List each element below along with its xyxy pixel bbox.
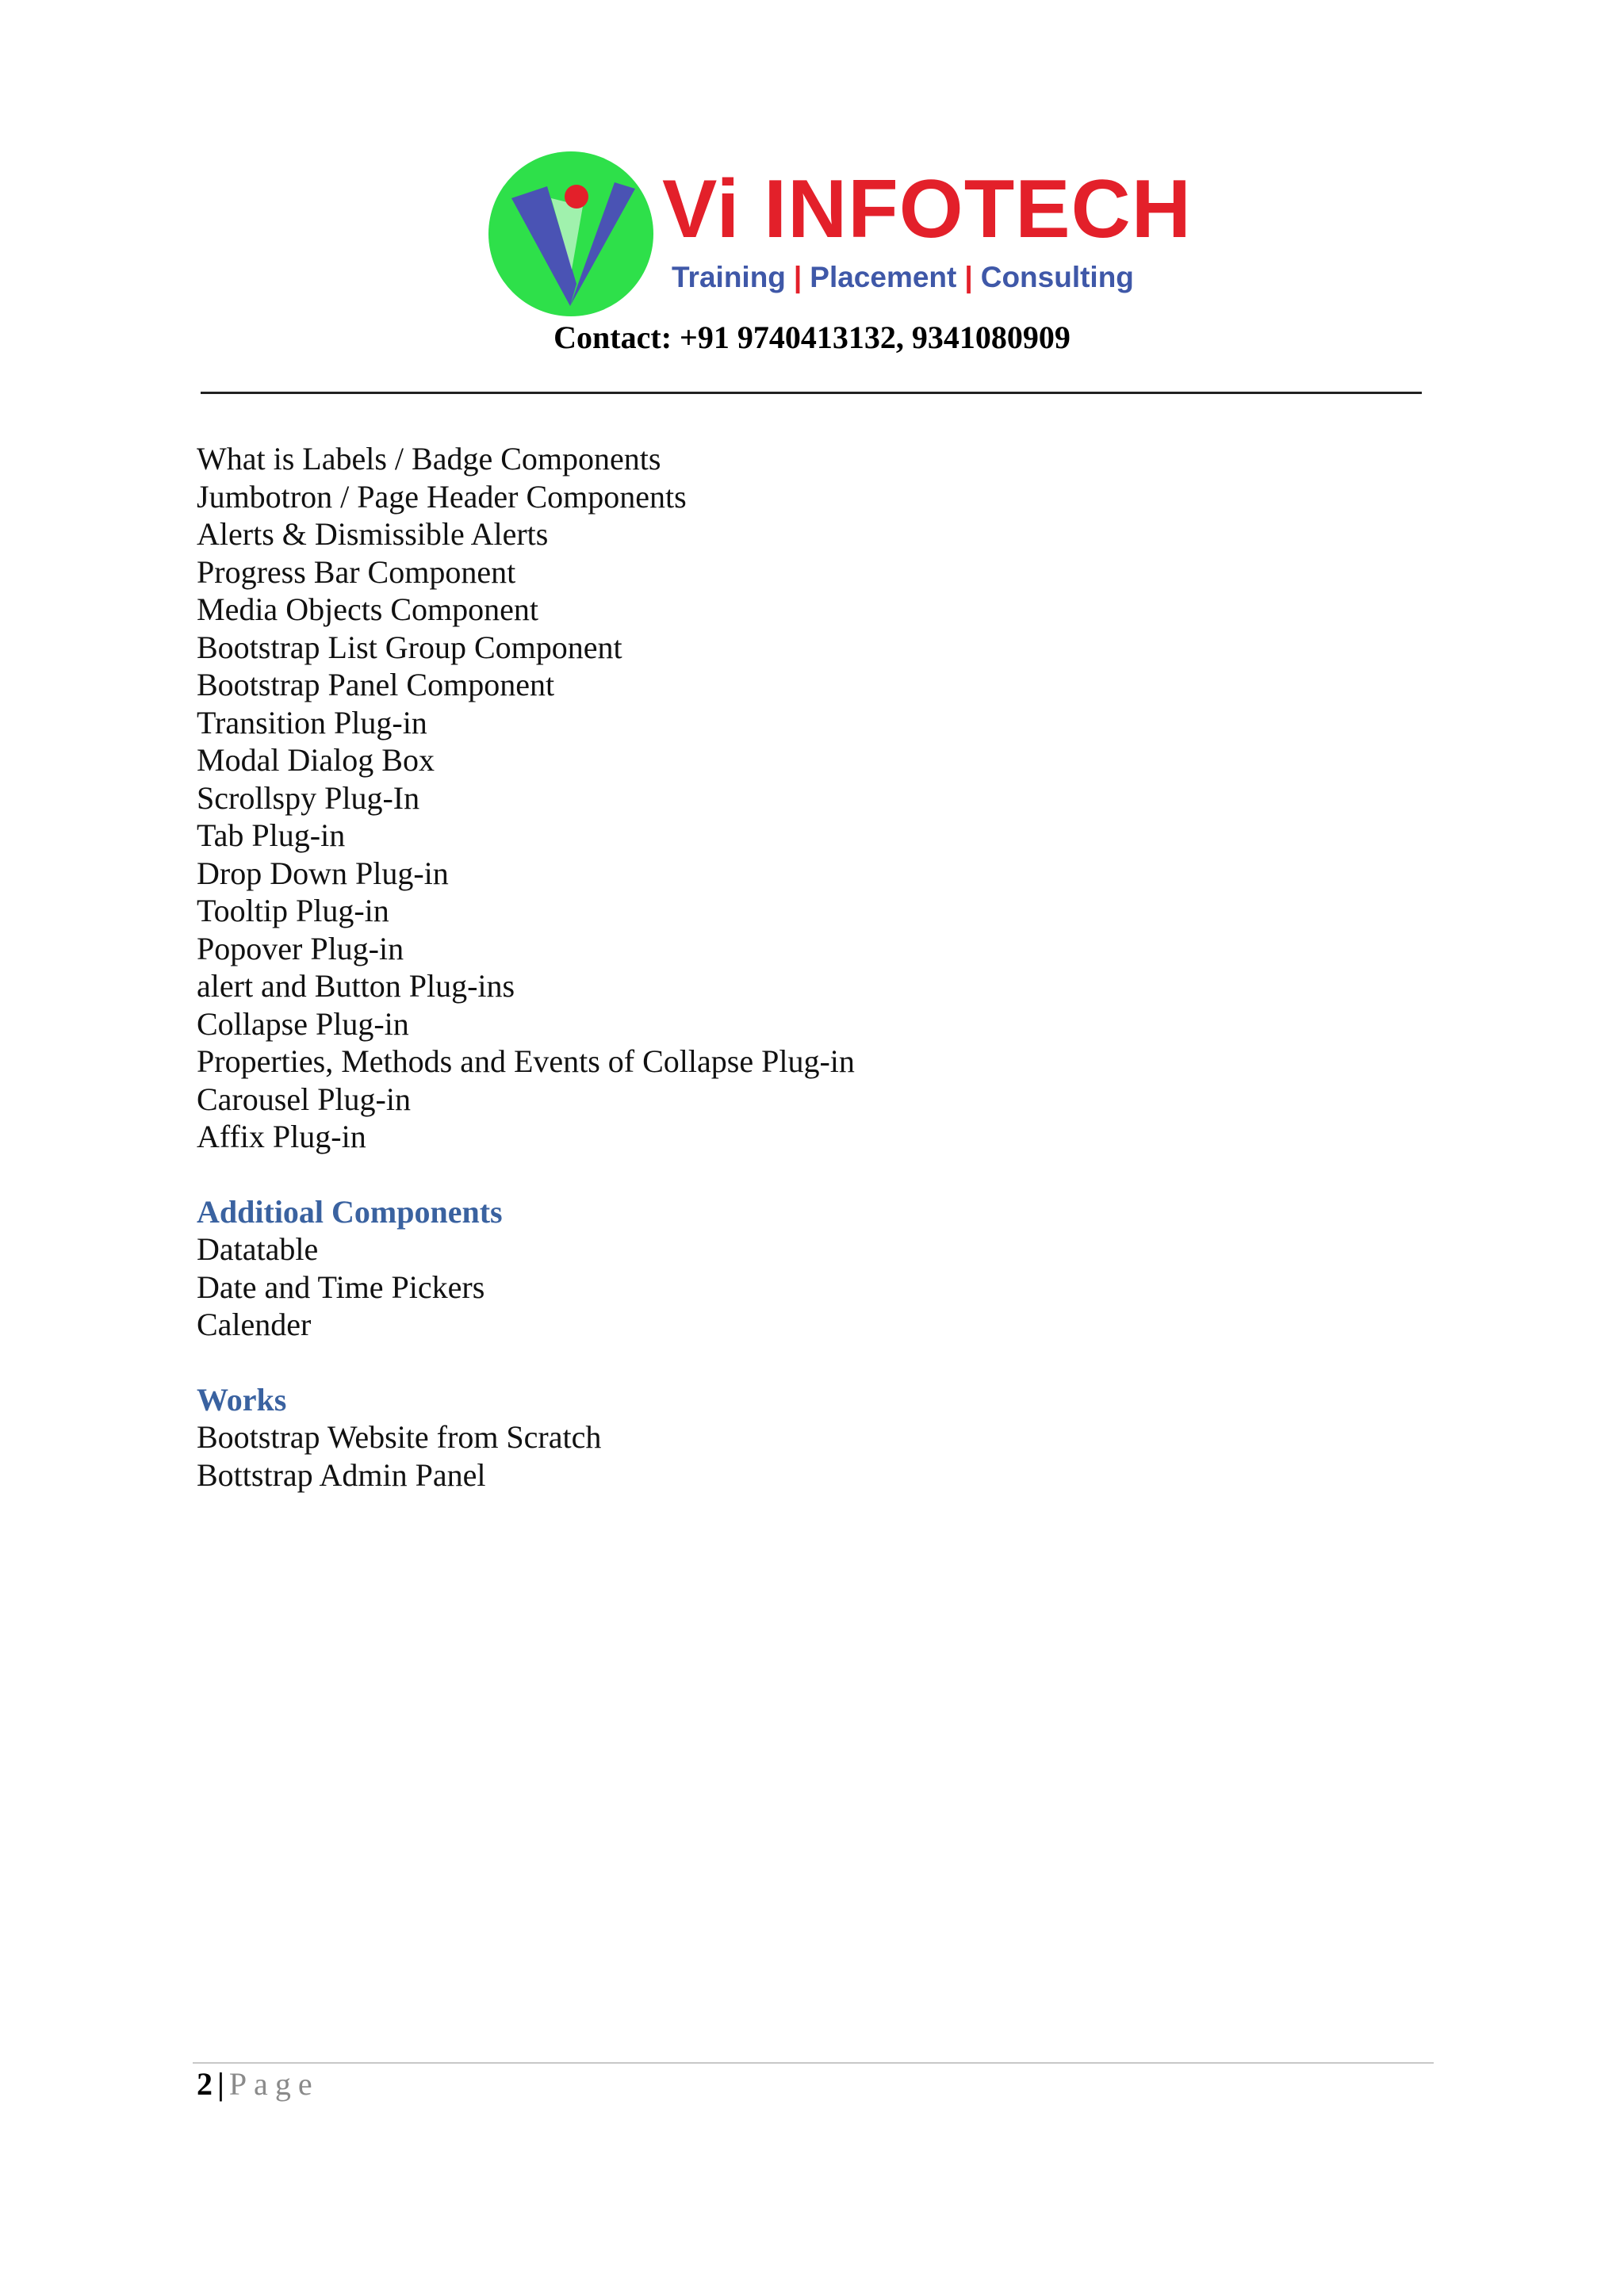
- topic-item: Progress Bar Component: [197, 553, 516, 590]
- works-item: Bottstrap Admin Panel: [197, 1456, 486, 1493]
- additional-item: Date and Time Pickers: [197, 1269, 485, 1305]
- topic-item: Alerts & Dismissible Alerts: [197, 516, 549, 552]
- footer-separator: |: [217, 2066, 224, 2102]
- additional-components-list: [197, 1230, 1386, 1344]
- topic-item: Popover Plug-in: [197, 930, 404, 966]
- tagline-consulting: Consulting: [980, 261, 1134, 293]
- topic-item: Modal Dialog Box: [197, 742, 435, 778]
- tagline-separator: |: [793, 261, 802, 293]
- topic-item: Carousel Plug-in: [197, 1081, 411, 1117]
- topic-list: [197, 440, 1386, 1156]
- topic-item: Scrollspy Plug-In: [197, 779, 420, 816]
- additional-item: Calender: [197, 1307, 312, 1342]
- topic-item: Affix Plug-in: [197, 1119, 366, 1154]
- company-logo: [488, 151, 1192, 325]
- tagline-training: Training: [672, 261, 786, 293]
- topic-item: Media Objects Component: [197, 591, 539, 627]
- topic-item: alert and Button Plug-ins: [197, 968, 515, 1004]
- topic-item: Collapse Plug-in: [197, 1005, 409, 1042]
- works-list: [197, 1418, 1386, 1494]
- tagline-placement: Placement: [810, 261, 957, 293]
- contact-line: Contact: +91 9740413132, 9341080909: [553, 320, 1071, 355]
- works-heading: Works: [197, 1381, 287, 1418]
- page-label: Page: [228, 2066, 320, 2102]
- brand-name: Vi INFOTECH: [662, 163, 1192, 255]
- topic-item: Jumbotron / Page Header Components: [197, 478, 687, 515]
- topic-item: Transition Plug-in: [197, 704, 427, 740]
- page-footer: [197, 2065, 320, 2103]
- topic-item: Drop Down Plug-in: [197, 855, 449, 891]
- vi-logo-icon: [488, 151, 654, 317]
- tagline-separator: |: [964, 261, 973, 293]
- topic-item: Tooltip Plug-in: [197, 893, 389, 928]
- works-item: Bootstrap Website from Scratch: [197, 1419, 602, 1455]
- additional-item: Datatable: [197, 1231, 319, 1267]
- document-body: [197, 440, 1386, 1494]
- topic-item: Bootstrap List Group Component: [197, 629, 622, 665]
- additional-components-heading: Additioal Components: [197, 1193, 503, 1230]
- page-number: 2: [197, 2066, 213, 2102]
- tagline: [672, 260, 1134, 295]
- logo-dot: [565, 185, 588, 209]
- topic-item: Bootstrap Panel Component: [197, 667, 555, 702]
- topic-item: Tab Plug-in: [197, 817, 346, 853]
- topic-item: What is Labels / Badge Components: [197, 441, 661, 476]
- header-divider: [201, 392, 1422, 394]
- topic-item: Properties, Methods and Events of Collapse Plug-in: [197, 1043, 855, 1079]
- footer-divider: [193, 2062, 1434, 2064]
